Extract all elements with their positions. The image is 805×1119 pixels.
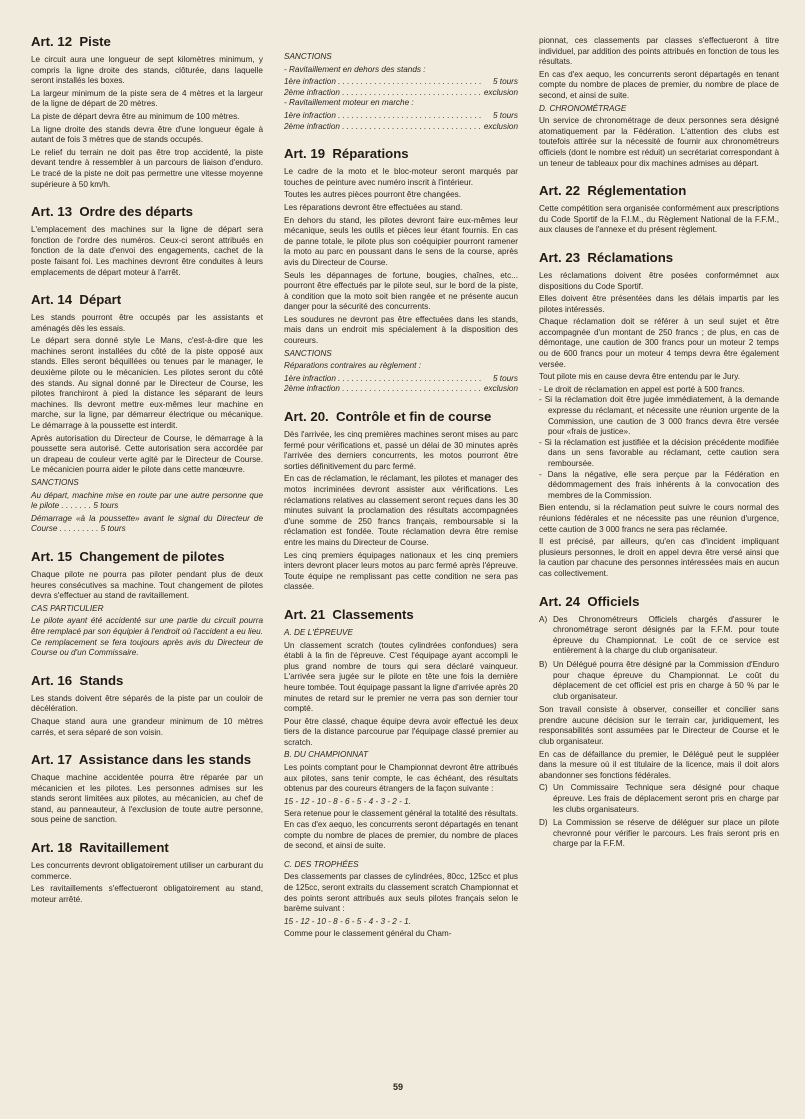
lettered-list	[539, 783, 779, 850]
list-item: A) Des Chronométreurs Officiels chargés d'assurer le chronométrage seront désignés par la F.F.M. pour toute épreuve du Championnat. Le coût de ce service est entièrement à la charge du club organisateur.	[539, 614, 779, 656]
subsection-label: A. DE L'ÉPREUVE	[284, 627, 353, 637]
article-16-title: Art. 16 Stands	[31, 672, 124, 688]
sanction-row: 2ème infraction . . . exclusion	[284, 384, 518, 395]
article-17-title: Art. 17 Assistance dans les stands	[31, 752, 252, 768]
paragraph: Des classements par classes de cylindrées, 80cc, 125cc et plus de 125cc, seront extraits du classement scratch Championnat et des points seront attribués aux seuls pilotes français selon le barème suivant :	[284, 872, 518, 914]
list-item: - Le droit de réclamation en appel est porté à 500 francs.	[539, 384, 745, 394]
sanctions-label: SANCTIONS	[284, 348, 332, 358]
paragraph: La ligne droite des stands devra être d'une longueur égale à autant de fois 3 mètres que de stands occupés.	[31, 124, 263, 145]
paragraph: Les stands doivent être séparés de la piste par un couloir de décélération.	[31, 693, 263, 714]
paragraph: Chaque réclamation doit se référer à un seul sujet et être accompagnée d'un montant de 250 francs ; de plus, en cas de démontage, une caution de 300 francs pour un moteur 2 temps ou de 600 francs pour un moteur 4 temps devra être également versée.	[539, 317, 779, 369]
lettered-list	[539, 615, 779, 703]
article-20-title: Art. 20. Contrôle et fin de course	[284, 409, 492, 425]
article-23	[539, 250, 779, 580]
article-15-title: Art. 15 Changement de pilotes	[31, 548, 225, 564]
paragraph: Les soudures ne devront pas être effectuées dans les stands, mais dans un endroit mis spécialement à la disposition des coureurs.	[284, 314, 518, 346]
paragraph: Après autorisation du Directeur de Course, le démarrage à la poussette sera autorisé. Cette autorisation sera accordée par un drapeau de couleur verte agité par le Directeur de Course. Le mécanicien pourra aider le pilote dans cette manœuvre.	[31, 433, 263, 475]
article-21-title: Art. 21 Classements	[284, 606, 414, 622]
column-right	[539, 36, 779, 864]
list-item: - Si la réclamation est justifiée et la décision précédente modifiée dans un sens favorable au réclamant, cette caution sera remboursée.	[539, 437, 779, 468]
article-12-title: Art. 12 Piste	[31, 34, 111, 49]
article-18	[31, 840, 263, 905]
sanction-subhead: - Ravitaillement en dehors des stands :	[284, 64, 426, 74]
sanction-row: 2ème infraction . . . exclusion	[284, 88, 518, 99]
paragraph: L'emplacement des machines sur la ligne de départ sera fonction de l'ordre des numéros. Ceux-ci seront attribués en fonction de la date d'envoi des engagements, cachet de la poste faisant foi. Les machines devront être conduites à leurs emplacements de départ moteur à l'arrêt.	[31, 225, 263, 277]
paragraph: Les ravitaillements s'effectueront obligatoirement au stand, moteur arrêté.	[31, 884, 263, 904]
paragraph: Comme pour le classement général du Cham-	[284, 929, 452, 939]
sanction-subhead: Réparations contraires au règlement :	[284, 361, 421, 371]
article-24	[539, 594, 779, 850]
paragraph: En dehors du stand, les pilotes devront faire eux-mêmes leur mécanique, seuls les outils et pièces leur étant fournis. En cas de panne totale, le pilote plus son coéquipier pourront ramener la moto au parc en poussant dans le sens de la course, après avis du Directeur de Course.	[284, 215, 518, 267]
column-left	[31, 34, 263, 919]
paragraph: Seuls les dépannages de fortune, bougies, chaînes, etc... pourront être effectués par le pilote seul, sur le bord de la piste, à condition que la moto soit bien rangée et ne présente aucun danger pour la sécurité des concurrents.	[284, 270, 518, 312]
article-15	[31, 549, 263, 659]
classements-continued	[539, 36, 779, 169]
paragraph: Son travail consiste à observer, conseiller et concilier sans prendre aucune décision sur le terrain car, juridiquement, les responsabilités sont assumées par le Directeur de Course et le club organisateur.	[539, 705, 779, 747]
article-13-title: Art. 13 Ordre des départs	[31, 204, 193, 220]
paragraph: Le départ sera donné style Le Mans, c'est-à-dire que les machines seront installées du côté de la piste opposé aux stands. Elles seront béquillées ou tenues par le manager, le deuxième pilote ou le mécanicien. Les pilotes seront du côté des stands. Au signal donné par le Directeur de Course, les pilotes franchiront à pied la distance les séparant de leurs machines. Ils devront mettre eux-mêmes leur machine en marche, sur la ligne, par démarreur électrique ou mécanique. Le démarrage à la poussette est interdit.	[31, 336, 263, 431]
paragraph: Le circuit aura une longueur de sept kilomètres minimum, y compris la ligne droite des stands, clôturée, dans laquelle seront installés les boxes.	[31, 55, 263, 86]
paragraph: Un service de chronométrage de deux personnes sera désigné atomatiquement par la Fédération. L'attention des clubs est toutefois attirée sur la nécessité de fournir aux chronométreurs officiels (dont le nombre est réduit) un secrétariat correspondant à un teneur de tableaux pour dix machines admises au départ.	[539, 116, 779, 168]
paragraph: La largeur minimum de la piste sera de 4 mètres et la largeur de la ligne de départ de 20 mètres.	[31, 88, 263, 109]
page-number: 59	[393, 1082, 404, 1092]
article-22	[539, 183, 779, 236]
sanctions-label: SANCTIONS	[284, 52, 332, 61]
paragraph: La piste de départ devra être au minimum de 100 mètres.	[31, 111, 240, 121]
paragraph: Chaque pilote ne pourra pas piloter pendant plus de deux heures consécutives sa machine. Tout changement de pilotes devra s'effectuer au stand de ravitaillement.	[31, 569, 263, 601]
article-19	[284, 146, 518, 395]
article-16	[31, 673, 263, 738]
sanctions-label: SANCTIONS	[31, 478, 79, 487]
paragraph: Les concurrents devront obligatoirement utiliser un carburant du commerce.	[31, 861, 263, 881]
subsection-label: D. CHRONOMÉTRAGE	[539, 103, 627, 113]
paragraph: En cas de réclamation, le réclamant, les pilotes et manager des motos incriminées devront assister aux vérifications. Les réclamations relatives au classement seront reçues dans les 30 minutes suivant la proclamation des résultats accompagnées d'une somme de 250 francs français, remboursable si la réclamation est fondée. Toute réclamation devra être remise entre les mains du Directeur de Course.	[284, 474, 518, 547]
article-17	[31, 752, 263, 826]
article-14	[31, 292, 263, 535]
paragraph: Bien entendu, si la réclamation peut suivre le cours normal des réunions fédérales et ne nécessite pas une réunion d'urgence, cette caution de 3 000 francs ne sera pas réclamée.	[539, 503, 779, 534]
list-item: D) La Commission se réserve de déléguer sur place un pilote chevronné pour vérifier le parcours. Les frais seront pris en charge par la F.F.M.	[539, 818, 779, 849]
article-22-title: Art. 22 Réglementation	[539, 183, 687, 199]
paragraph: Le cadre de la moto et le bloc-moteur seront marqués par touches de peinture avec numéro inscrit à l'intérieur.	[284, 167, 518, 187]
case-label: CAS PARTICULIER	[31, 603, 104, 613]
paragraph: Le relief du terrain ne doit pas être trop accidenté, la piste devant tendre à ressembler à un parcours de liaison d'enduro. Le tracé de la piste ne doit pas permettre une vitesse moyenne supérieure à 50 km/h.	[31, 147, 263, 189]
article-24-title: Art. 24 Officiels	[539, 593, 640, 609]
sanction-row: 2ème infraction . . . exclusion	[284, 122, 518, 133]
paragraph: Les réclamations doivent être posées conformémnet aux dispositions du Code Sportif.	[539, 270, 779, 291]
paragraph: En cas de défaillance du premier, le Délégué peut le suppléer dans la mesure où il est titulaire de la licence, mais il doit alors abandonner ses fonctions fédérales.	[539, 749, 779, 780]
article-18-title: Art. 18 Ravitaillement	[31, 840, 169, 856]
paragraph: Un classement scratch (toutes cylindrées confondues) sera établi à la fin de l'épreuve. C'est l'équipage ayant accompli le plus grand nombre de tours qui sera déclaré vainqueur. L'arrivée sera jugée sur le pilote en tête une fois la dernière heure tombée. Tout équipage passant la ligne d'arrivée après 20 minutes de retard sur le premier ne verra pas son dernier tour compté.	[284, 640, 518, 714]
article-19-title: Art. 19 Réparations	[284, 146, 409, 162]
subsection-label: B. DU CHAMPIONNAT	[284, 750, 369, 760]
points-scale: 15 - 12 - 10 - 8 - 6 - 5 - 4 - 3 - 2 - 1.	[284, 796, 411, 806]
article-13	[31, 204, 263, 278]
points-scale: 15 - 12 - 10 - 8 - 6 - 5 - 4 - 3 - 2 - 1.	[284, 916, 411, 926]
paragraph: Pour être classé, chaque équipe devra avoir effectué les deux tiers de la distance parcourue par l'équipage classé premier au scratch.	[284, 716, 518, 747]
article-14-title: Art. 14 Départ	[31, 292, 122, 308]
article-23-title: Art. 23 Réclamations	[539, 249, 674, 265]
paragraph: Toutes les autres pièces pourront être changées.	[284, 190, 462, 200]
paragraph: Tout pilote mis en cause devra être entendu par le Jury.	[539, 372, 741, 382]
list-item: - Dans la négative, elle sera perçue par la Fédération en dédommagement des frais inhérents à la convocation des membres de la Commission.	[539, 469, 779, 500]
paragraph: Sera retenue pour le classement général la totalité des résultats. En cas d'ex aequo, les concurrents seront départagés en tenant compte du nombre de places de premier, du nombre de places de second, et ainsi de suite.	[284, 809, 518, 851]
paragraph: En cas d'ex aequo, les concurrents seront départagés en tenant compte du nombre de places de premier, du nombre de place de second, et ainsi de suite.	[539, 69, 779, 100]
list-item: C) Un Commissaire Technique sera désigné pour chaque épreuve. Les frais de déplacement seront pris en charge par les clubs organisateurs.	[539, 783, 779, 814]
paragraph: Le pilote ayant été accidenté sur une partie du circuit pourra être remplacé par son équipier à l'endroit où l'accident a eu lieu. Ce remplacement se fera toujours après avis du Directeur de Course ou d'un Commissaire.	[31, 616, 263, 658]
paragraph: Les réparations devront être effectuées au stand.	[284, 202, 463, 212]
article-12	[31, 34, 263, 190]
sanction-subhead: - Ravitaillement moteur en marche :	[284, 98, 414, 108]
paragraph: Les points comptant pour le Championnat devront être attribués aux pilotes, sans tenir compte, le cas échéant, des résultats obtenus par des coureurs étrangers de la façon suivante :	[284, 763, 518, 794]
paragraph: Il est précisé, par ailleurs, qu'en cas d'incident impliquant plusieurs personnes, le droit en appel devra être versé ainsi que la caution par chacune des personnes intéressées mais en aucun cas collectivement.	[539, 537, 779, 578]
list-item: - Si la réclamation doit être jugée immédiatement, à la demande expresse du réclamant, et nécessite une réunion urgente de la Commission, une caution de 3 000 francs devra être versée pour «frais de justice».	[539, 395, 779, 437]
paragraph: Chaque stand aura une grandeur minimum de 10 mètres carrés, et sera séparé de son voisin.	[31, 716, 263, 737]
sanction-row: 1ère infraction . . . 5 tours	[284, 111, 518, 122]
list-item: B) Un Délégué pourra être désigné par la Commission d'Enduro pour chaque épreuve du Championnat. Le coût du déplacement de cet officiel est pris en charge à 50 % par le club organisateur.	[539, 659, 779, 701]
paragraph: Dès l'arrivée, les cinq premières machines seront mises au parc fermé pour vérifications et, passé un délai de 30 minutes après l'arrivée des derniers concurrents, les motos pourront être sorties définitivement du parc fermé.	[284, 430, 518, 471]
column-middle	[284, 52, 518, 954]
sanction-row: Démarrage «à la poussette» avant le signal du Directeur de Course . . . . . . . . . 5 tours	[31, 513, 263, 534]
paragraph: Elles doivent être présentées dans les délais impartis par les pilotes intéressés.	[539, 294, 779, 314]
article-21	[284, 607, 518, 940]
sanctions-ravitaillement	[284, 52, 518, 132]
paragraph: Cette compétition sera organisée conformément aux prescriptions du Code Sportif de la F.I.M., du Règlement National de la F.F.M., aux clauses de l'annexe et du présent règlement.	[539, 204, 779, 235]
subsection-label: C. DES TROPHÉES	[284, 859, 359, 869]
sanction-row: 1ère infraction . . . 5 tours	[284, 374, 518, 385]
paragraph: Les cinq premiers équipages nationaux et les cinq premiers inters devront placer leurs motos au parc fermé après l'épreuve. Toute équipe ne remplissant pas cette condition ne sera pas classée.	[284, 550, 518, 592]
paragraph: pionnat, ces classements par classes s'effectueront à titre individuel, par addition des points attribués en fonction de tous les résultats.	[539, 36, 779, 67]
paragraph: Les stands pourront être occupés par les assistants et aménagés dès les essais.	[31, 313, 263, 333]
bullet-list	[539, 385, 779, 502]
paragraph: Chaque machine accidentée pourra être réparée par un mécanicien et les pilotes. Les personnes admises sur les stands seront limitées aux pilotes, au mécanicien, au chef de stand, au panneauteur, à l'exclusion de toute autre personne, sous peine de sanction.	[31, 773, 263, 825]
sanction-row: 1ère infraction . . . 5 tours	[284, 77, 518, 88]
sanction-row: Au départ, machine mise en route par une autre personne que le pilote . . . . . . . 5 tours	[31, 490, 263, 511]
article-20	[284, 409, 518, 593]
